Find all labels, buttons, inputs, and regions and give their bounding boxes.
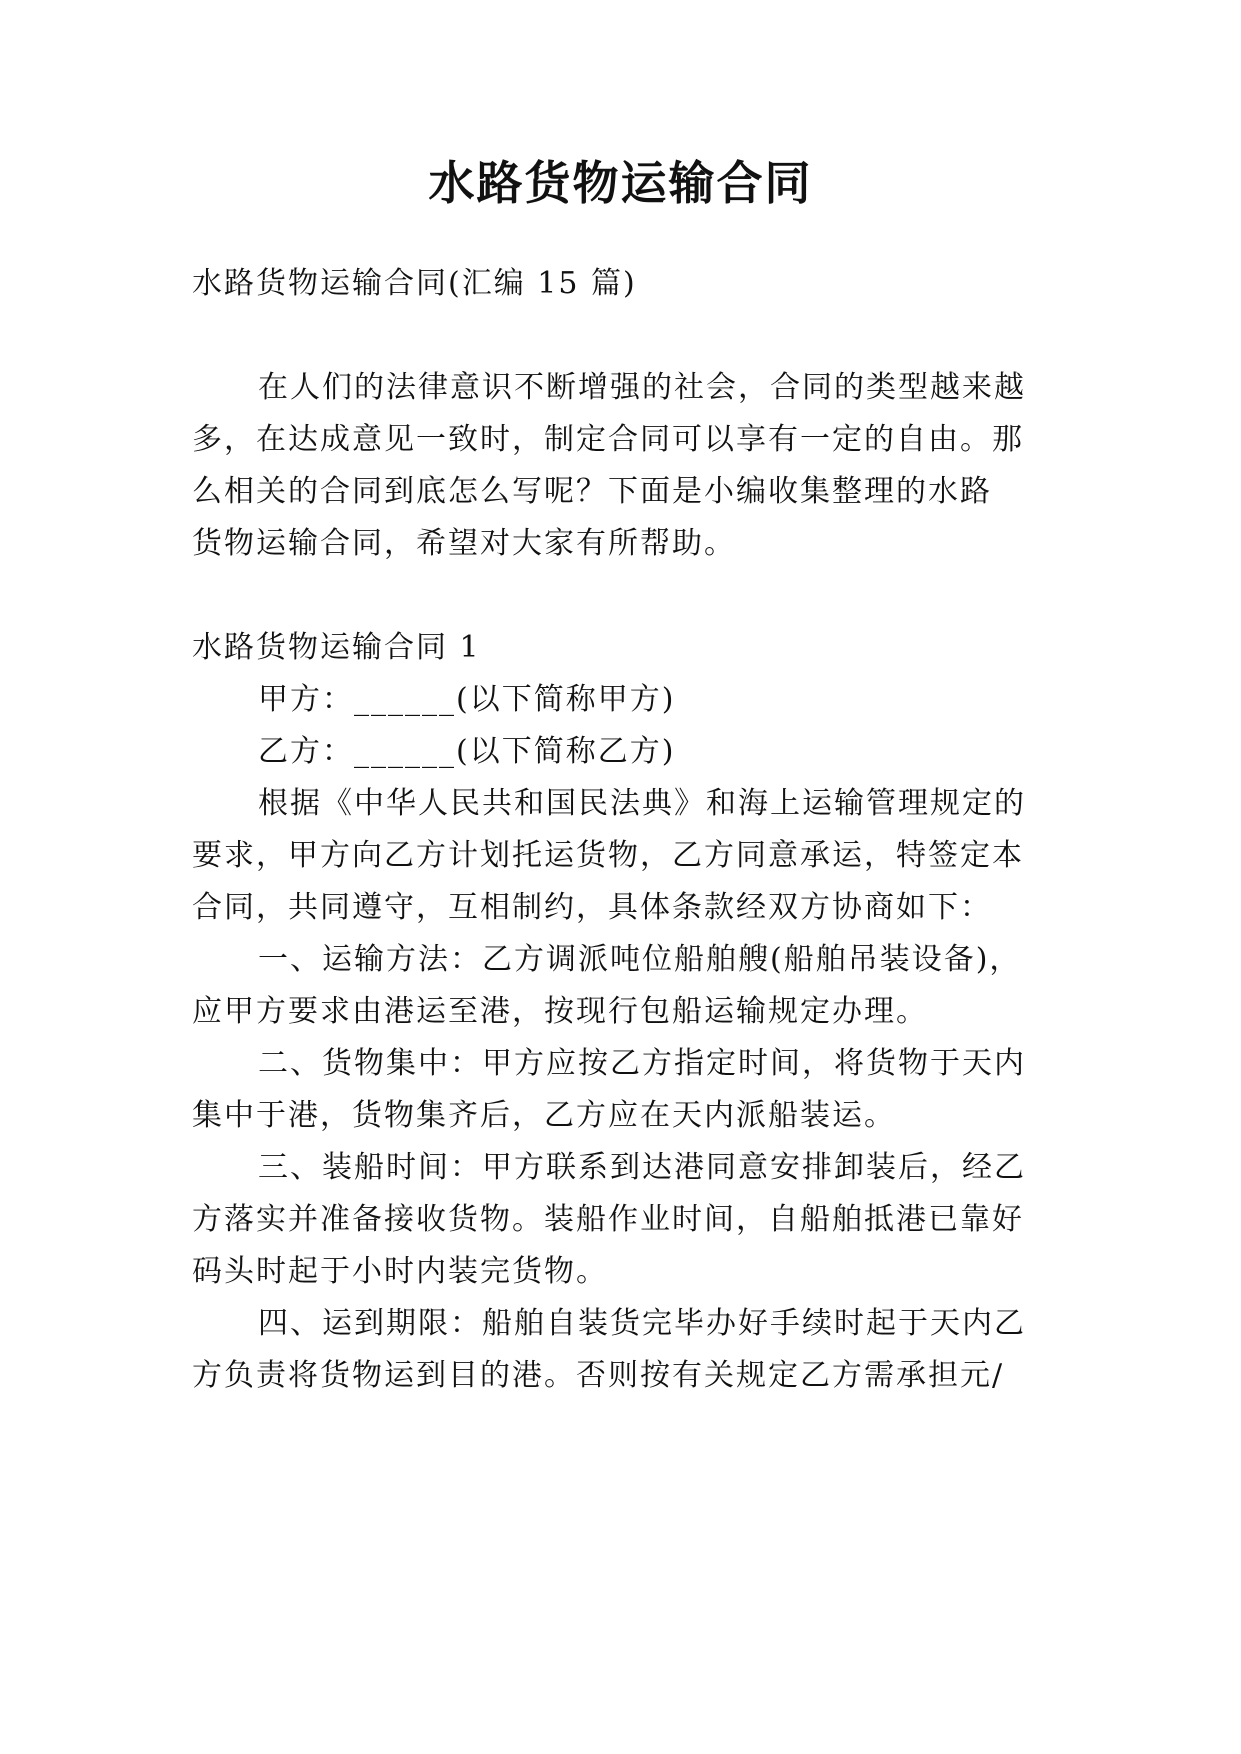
clause-4-line: 方负责将货物运到目的港。否则按有关规定乙方需承担元/ <box>192 1358 1005 1393</box>
clause-4-line: 四、运到期限：船舶自装货完毕办好手续时起于天内乙 <box>258 1306 1026 1341</box>
intro-line: 么相关的合同到底怎么写呢？下面是小编收集整理的水路 <box>192 474 992 509</box>
clause-3-line: 方落实并准备接收货物。装船作业时间，自船舶抵港已靠好 <box>192 1202 1024 1237</box>
clause-1-line: 一、运输方法：乙方调派吨位船舶艘(船舶吊装设备)， <box>258 942 1022 977</box>
clause-1-line: 应甲方要求由港运至港，按现行包船运输规定办理。 <box>192 994 928 1029</box>
party-b-line: 乙方：______(以下简称乙方) <box>258 734 676 769</box>
clause-3-line: 三、装船时间：甲方联系到达港同意安排卸装后，经乙 <box>258 1150 1026 1185</box>
document-title: 水路货物运输合同 <box>428 156 813 210</box>
basis-line: 要求，甲方向乙方计划托运货物，乙方同意承运，特签定本 <box>192 838 1024 873</box>
document-subtitle: 水路货物运输合同(汇编 15 篇) <box>192 266 637 301</box>
basis-line: 根据《中华人民共和国民法典》和海上运输管理规定的 <box>258 786 1026 821</box>
intro-line: 在人们的法律意识不断增强的社会，合同的类型越来越 <box>258 370 1026 405</box>
party-a-line: 甲方：______(以下简称甲方) <box>258 682 676 717</box>
intro-line: 多，在达成意见一致时，制定合同可以享有一定的自由。那 <box>192 422 1024 457</box>
clause-3-line: 码头时起于小时内装完货物。 <box>192 1254 608 1289</box>
clause-2-line: 集中于港，货物集齐后，乙方应在天内派船装运。 <box>192 1098 896 1133</box>
clause-2-line: 二、货物集中：甲方应按乙方指定时间，将货物于天内 <box>258 1046 1026 1081</box>
section-heading: 水路货物运输合同 1 <box>192 630 481 665</box>
intro-line: 货物运输合同，希望对大家有所帮助。 <box>192 526 736 561</box>
basis-line: 合同，共同遵守，互相制约，具体条款经双方协商如下： <box>192 890 992 925</box>
